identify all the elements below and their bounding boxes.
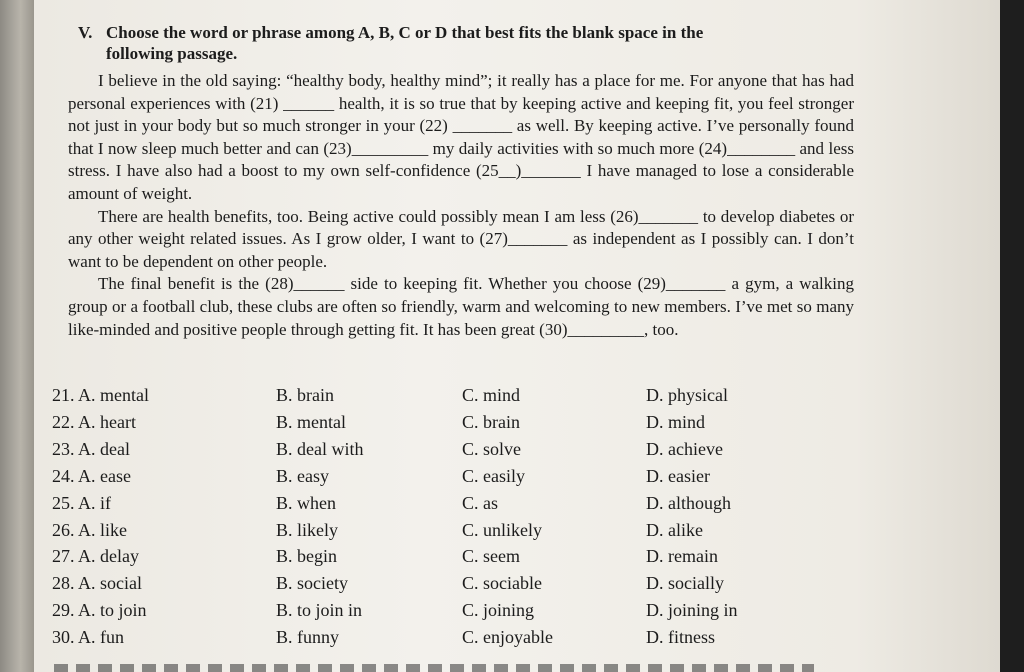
- exercise-instruction-line2: following passage.: [106, 44, 238, 63]
- option-b: B. society: [276, 573, 348, 594]
- option-a: 26. A. like: [52, 519, 127, 540]
- option-b: B. mental: [276, 411, 346, 432]
- option-b: B. begin: [276, 546, 337, 567]
- option-b: B. easy: [276, 465, 329, 486]
- option-a: 25. A. if: [52, 492, 112, 513]
- question-row: [52, 463, 852, 490]
- exercise-instruction-line1: Choose the word or phrase among A, B, C or D that best fits the blank space in the: [106, 23, 704, 42]
- option-d: D. alike: [646, 519, 703, 540]
- option-a: 27. A. delay: [52, 546, 139, 567]
- answer-options: [52, 382, 852, 651]
- option-c: C. joining: [462, 600, 535, 621]
- option-c: C. unlikely: [462, 519, 542, 540]
- option-c: C. seem: [462, 546, 520, 567]
- question-row: [52, 382, 852, 409]
- reading-passage: [68, 70, 854, 341]
- exercise-heading: [78, 22, 848, 64]
- option-a: 29. A. to join: [52, 600, 147, 621]
- question-row: [52, 570, 852, 597]
- exercise-number: V.: [78, 23, 93, 42]
- option-b: B. funny: [276, 627, 339, 648]
- option-b: B. likely: [276, 519, 338, 540]
- option-d: D. although: [646, 492, 731, 513]
- option-c: C. easily: [462, 465, 525, 486]
- option-a: 28. A. social: [52, 573, 142, 594]
- option-a: 21. A. mental: [52, 385, 149, 405]
- option-d: D. joining in: [646, 600, 738, 621]
- option-d: D. mind: [646, 411, 706, 432]
- option-b: B. to join in: [276, 600, 363, 621]
- option-c: C. solve: [462, 438, 522, 459]
- option-d: D. physical: [646, 385, 728, 405]
- option-d: D. achieve: [646, 438, 723, 459]
- question-row: [52, 517, 852, 544]
- option-a: 22. A. heart: [52, 411, 136, 432]
- option-d: D. remain: [646, 546, 718, 567]
- option-a: 24. A. ease: [52, 465, 131, 486]
- option-d: D. easier: [646, 465, 710, 486]
- option-c: C. sociable: [462, 573, 542, 594]
- question-row: [52, 490, 852, 517]
- option-c: C. enjoyable: [462, 627, 553, 648]
- question-row: [52, 624, 852, 651]
- option-c: C. brain: [462, 411, 520, 432]
- option-c: C. mind: [462, 385, 521, 405]
- passage-paragraph-1: I believe in the old saying: “healthy body, healthy mind”; it really has a place for me. For anyone that has had personal experiences with (21) ______ health, it is so true that by keeping active and keeping fit, you feel stronger not just in your body but so much stronger in your (22) _______ as well. By keeping active. I’ve personally found that I now sleep much better and can (23)_________ my daily activities with so much more (24)________ and less stress. I have also had a boost to my own self-confidence (25__)_______ I have managed to lose a considerable amount of weight.: [68, 71, 854, 203]
- book-page: [34, 0, 1000, 672]
- question-row: [52, 543, 852, 570]
- option-b: B. brain: [276, 385, 334, 405]
- passage-paragraph-2: There are health benefits, too. Being active could possibly mean I am less (26)_______ to develop diabetes or any other weight related issues. As I grow older, I want to (27)_______ as independent as I possibly can. I don’t want to be dependent on other people.: [68, 206, 854, 271]
- option-b: B. when: [276, 492, 336, 513]
- passage-paragraph-3: The final benefit is the (28)______ side to keeping fit. Whether you choose (29)_______ a gym, a walking group or a football club, these clubs are often so friendly, warm and welcoming to new members. I’ve met so many like-minded and positive people through getting fit. It has been great (30)_________, too.: [68, 274, 854, 339]
- page-edge-shadow: [1000, 0, 1024, 672]
- cut-off-next-heading: [54, 664, 814, 672]
- option-c: C. as: [462, 492, 498, 513]
- question-row: [52, 597, 852, 624]
- option-b: B. deal with: [276, 438, 364, 459]
- option-a: 23. A. deal: [52, 438, 130, 459]
- question-row: [52, 436, 852, 463]
- question-row: [52, 409, 852, 436]
- option-a: 30. A. fun: [52, 627, 124, 648]
- option-d: D. socially: [646, 573, 724, 594]
- option-d: D. fitness: [646, 627, 715, 648]
- book-spine-edge: [0, 0, 34, 672]
